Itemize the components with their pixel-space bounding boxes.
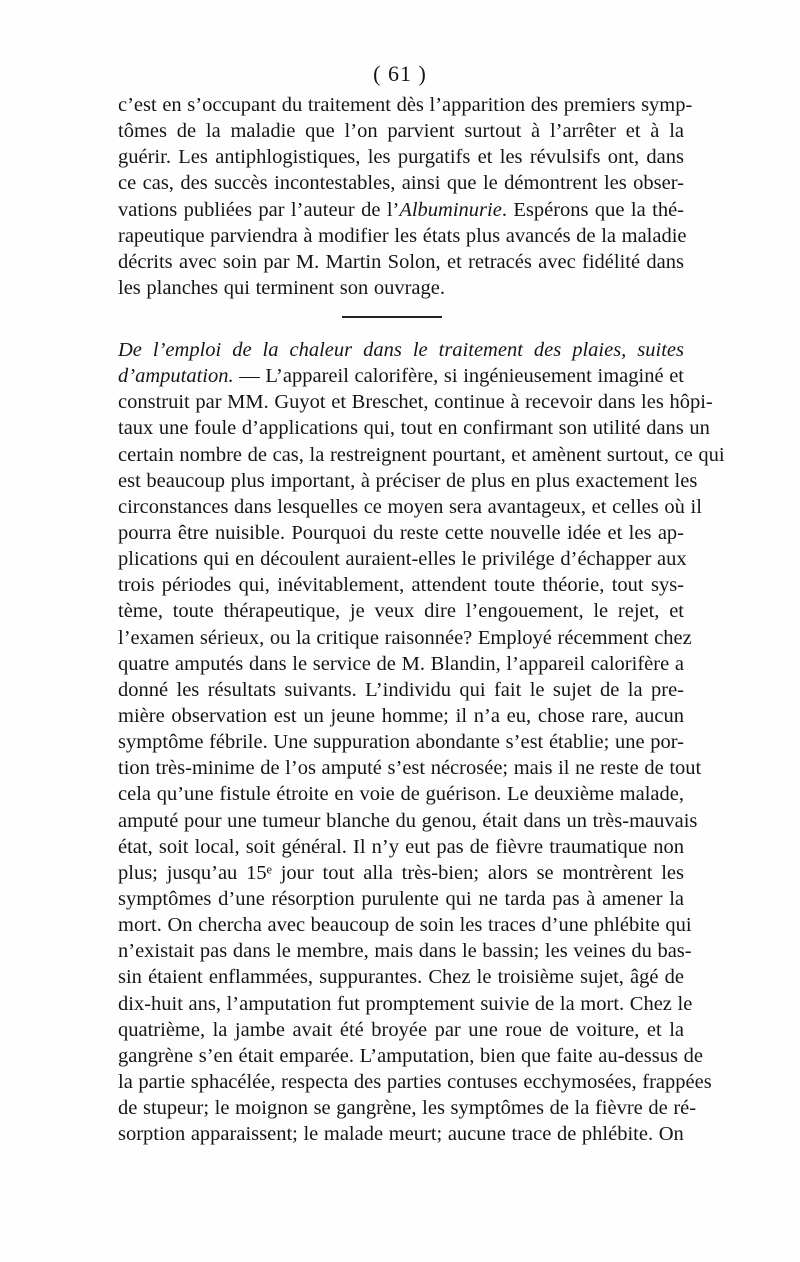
page-number: ( 61 ) bbox=[373, 61, 427, 86]
text-line: cela qu’une fistule étroite en voie de guérison. Le deuxième malade, bbox=[118, 783, 684, 806]
section-heading-continuation bbox=[118, 363, 684, 389]
text-line: est beaucoup plus important, à préciser de plus en plus exactement les bbox=[118, 469, 698, 492]
text-line: sorption apparaissent; le malade meurt; aucune trace de phlébite. On bbox=[118, 1123, 684, 1146]
section-article bbox=[118, 337, 725, 1147]
text-line: état, soit local, soit général. Il n’y eut pas de fièvre traumatique non bbox=[118, 835, 684, 858]
closing-paragraph bbox=[118, 92, 693, 301]
text-line: quatre amputés dans le service de M. Blandin, l’appareil calorifère a bbox=[118, 652, 684, 675]
text-line: plus; jusqu’au 15ᵉ jour tout alla très-bien; alors se montrèrent les bbox=[118, 861, 684, 884]
text-line: symptôme fébrile. Une suppuration abondante s’est établie; une por- bbox=[118, 731, 684, 754]
text-line: décrits avec soin par M. Martin Solon, et retracés avec fidélité dans bbox=[118, 250, 684, 273]
text-line: les planches qui terminent son ouvrage. bbox=[118, 276, 445, 299]
text-line: donné les résultats suivants. L’individu qui fait le sujet de la pre- bbox=[118, 678, 684, 701]
text-line: plications qui en découlent auraient-elles le privilége d’échapper aux bbox=[118, 548, 687, 571]
text-line: ce cas, des succès incontestables, ainsi que le démontrent les obser- bbox=[118, 172, 684, 195]
text-segment: . Espérons que la thé- bbox=[501, 198, 684, 221]
text-line: la partie sphacélée, respecta des parties contuses ecchymosées, frappées bbox=[118, 1070, 712, 1093]
text-line: sin étaient enflammées, suppurantes. Chez le troisième sujet, âgé de bbox=[118, 966, 684, 989]
text-line: rapeutique parviendra à modifier les états plus avancés de la maladie bbox=[118, 224, 687, 247]
section-divider bbox=[342, 316, 442, 318]
text-line: n’existait pas dans le membre, mais dans le bassin; les veines du bas- bbox=[118, 940, 692, 963]
text-segment: — L’appareil calorifère, si ingénieusement imaginé et bbox=[233, 365, 684, 388]
text-line: mière observation est un jeune homme; il n’a eu, chose rare, aucun bbox=[118, 704, 684, 727]
text-line: trois périodes qui, inévitablement, attendent toute théorie, tout sys- bbox=[118, 574, 684, 597]
text-line: guérir. Les antiphlogistiques, les purgatifs et les révulsifs ont, dans bbox=[118, 146, 684, 169]
text-line: tômes de la maladie que l’on parvient surtout à l’arrêter et à la bbox=[118, 120, 684, 143]
text-line: certain nombre de cas, la restreignent pourtant, et amènent surtout, ce qui bbox=[118, 443, 725, 466]
text-line: circonstances dans lesquelles ce moyen sera avantageux, et celles où il bbox=[118, 495, 702, 518]
text-line: pourra être nuisible. Pourquoi du reste cette nouvelle idée et les ap- bbox=[118, 521, 684, 544]
section-body bbox=[118, 389, 725, 1147]
section-heading-end: d’amputation. bbox=[118, 365, 234, 388]
text-line: c’est en s’occupant du traitement dès l’apparition des premiers symp- bbox=[118, 94, 693, 116]
text-line: construit par MM. Guyot et Breschet, continue à recevoir dans les hôpi- bbox=[118, 391, 713, 414]
text-line: tème, toute thérapeutique, je veux dire l’engouement, le rejet, et bbox=[118, 600, 684, 623]
text-line: amputé pour une tumeur blanche du genou, était dans un très-mauvais bbox=[118, 809, 698, 832]
italic-title: Albuminurie bbox=[399, 198, 502, 221]
text-line bbox=[118, 197, 684, 223]
section-heading: De l’emploi de la chaleur dans le traitement des plaies, suites bbox=[118, 339, 684, 361]
text-line: taux une foule d’applications qui, tout en confirmant son utilité dans un bbox=[118, 417, 710, 440]
text-line: mort. On chercha avec beaucoup de soin les traces d’une phlébite qui bbox=[118, 914, 692, 937]
text-line: l’examen sérieux, ou la critique raisonnée? Employé récemment chez bbox=[118, 626, 692, 649]
text-line: tion très-minime de l’os amputé s’est nécrosée; mais il ne reste de tout bbox=[118, 757, 702, 780]
text-line: gangrène s’en était emparée. L’amputation, bien que faite au-dessus de bbox=[118, 1044, 703, 1067]
text-segment: vations publiées par l’auteur de l’ bbox=[118, 198, 400, 221]
text-line: quatrième, la jambe avait été broyée par une roue de voiture, et la bbox=[118, 1018, 684, 1041]
text-line: de stupeur; le moignon se gangrène, les symptômes de la fièvre de ré- bbox=[118, 1097, 697, 1120]
text-line: symptômes d’une résorption purulente qui ne tarda pas à amener la bbox=[118, 887, 684, 910]
text-line: dix-huit ans, l’amputation fut promptement suivie de la mort. Chez le bbox=[118, 992, 693, 1015]
